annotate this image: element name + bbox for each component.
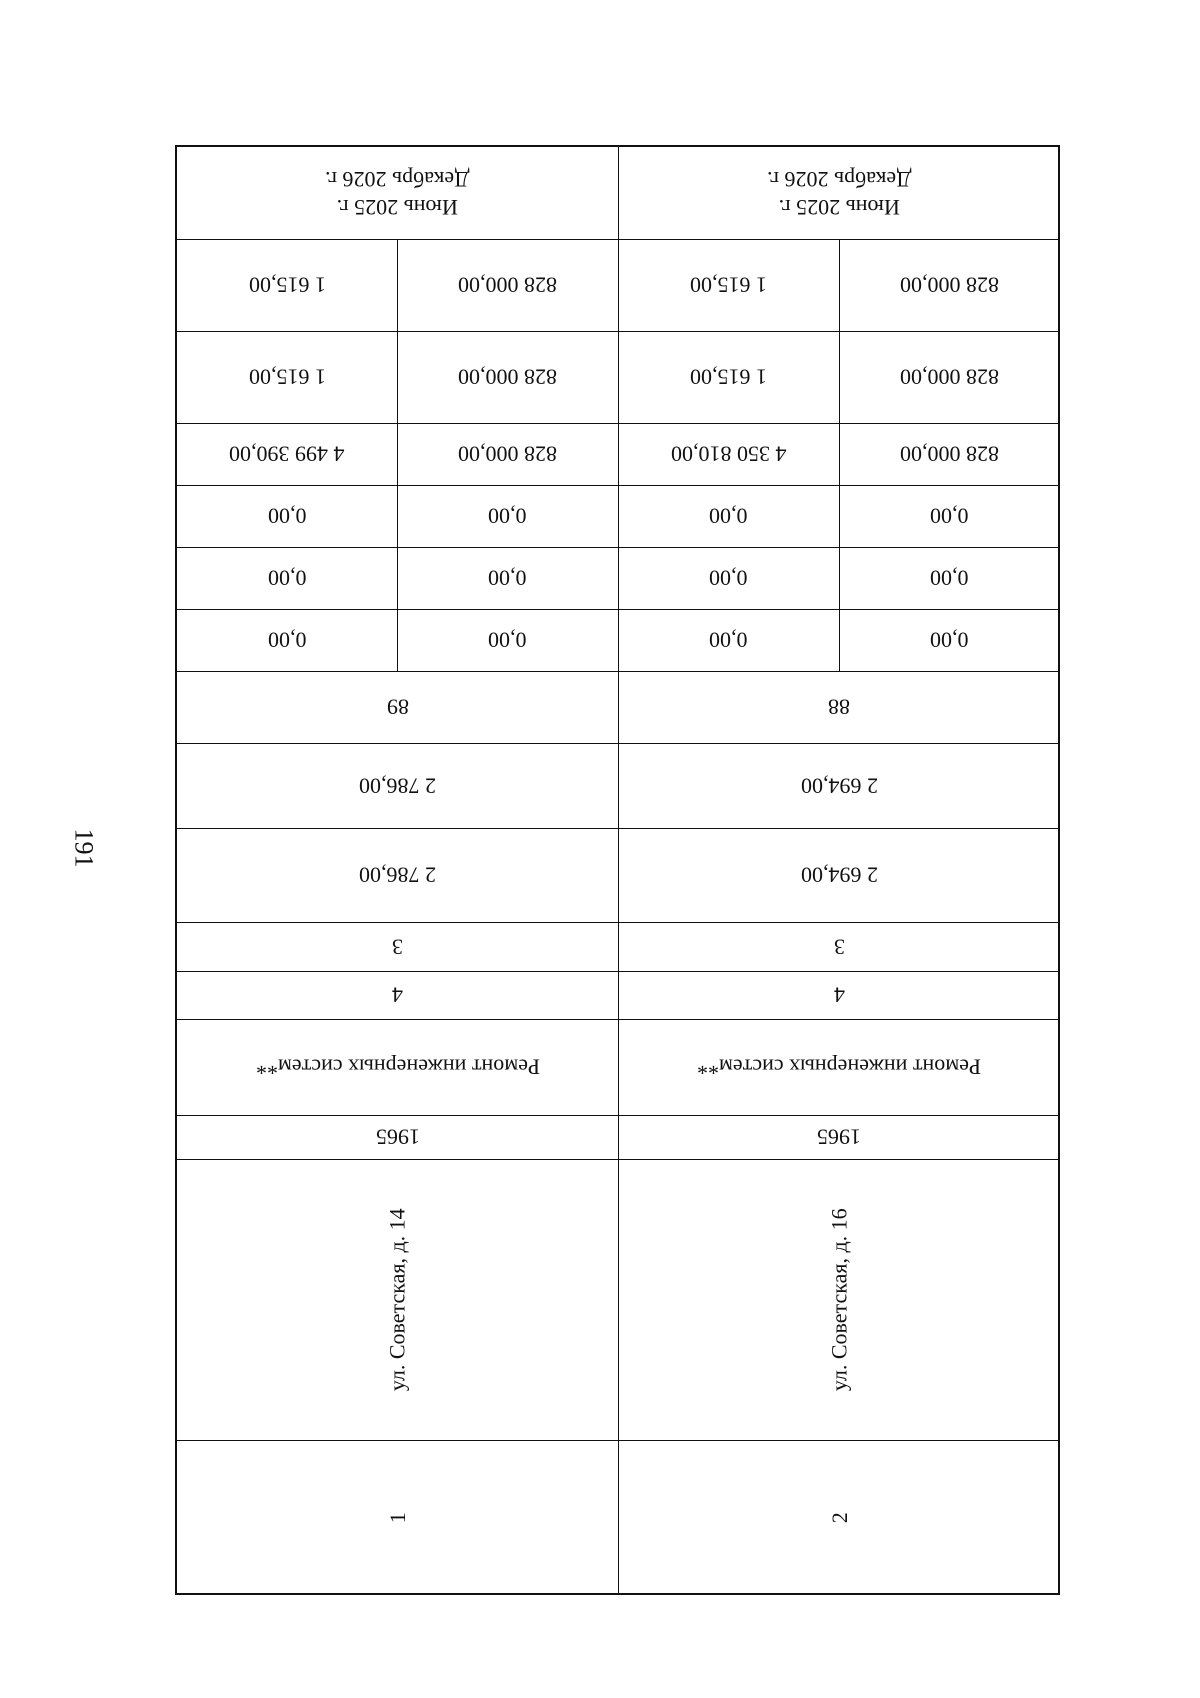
value-cell: 89 bbox=[386, 694, 409, 720]
value-cell: 4 bbox=[833, 982, 845, 1008]
value-cell: 0,00 bbox=[267, 503, 307, 529]
value-cell: 0,00 bbox=[267, 627, 307, 653]
value-cell: 2 786,00 bbox=[359, 773, 436, 799]
value-cell: 0,00 bbox=[488, 565, 527, 591]
value-cell: 0,00 bbox=[267, 565, 307, 591]
page-number: 191 bbox=[69, 828, 99, 868]
value-cell: 0,00 bbox=[488, 627, 527, 653]
address-cell: ул. Советская, д. 16 bbox=[826, 1208, 852, 1391]
year-cell: 1965 bbox=[375, 1124, 420, 1150]
value-cell: 2 786,00 bbox=[359, 862, 436, 888]
value-cell: 2 694,00 bbox=[800, 773, 878, 799]
value-cell: 828 000,00 bbox=[458, 272, 557, 298]
value-cell: 1 615,00 bbox=[690, 364, 767, 390]
value-cell: 0,00 bbox=[709, 503, 748, 529]
value-cell: 0,00 bbox=[930, 627, 969, 653]
value-cell: 3 bbox=[833, 934, 845, 960]
period-end: Декабрь 2026 г. bbox=[325, 167, 470, 192]
period-start: Июнь 2025 г. bbox=[778, 194, 900, 220]
period-cell bbox=[177, 147, 618, 239]
value-cell: 0,00 bbox=[930, 503, 969, 529]
value-cell: 4 499 390,00 bbox=[229, 441, 345, 467]
work-type-cell: Ремонт инженерных систем** bbox=[255, 1054, 540, 1080]
value-cell: 4 bbox=[392, 982, 403, 1008]
value-cell: 1 615,00 bbox=[248, 364, 326, 390]
document-table bbox=[175, 145, 1060, 1595]
value-cell: 1 615,00 bbox=[690, 272, 767, 298]
value-cell: 828 000,00 bbox=[458, 364, 557, 390]
address-cell: ул. Советская, д. 14 bbox=[384, 1208, 410, 1391]
row-number-cell: 2 bbox=[826, 1512, 852, 1523]
value-cell: 0,00 bbox=[709, 627, 748, 653]
row-number-cell: 1 bbox=[384, 1512, 410, 1523]
value-cell: 828 000,00 bbox=[900, 441, 999, 467]
value-cell: 0,00 bbox=[930, 565, 969, 591]
value-cell: 0,00 bbox=[709, 565, 748, 591]
period-cell bbox=[618, 147, 1060, 239]
value-cell: 0,00 bbox=[488, 503, 527, 529]
value-cell: 828 000,00 bbox=[458, 441, 557, 467]
value-cell: 828 000,00 bbox=[900, 364, 999, 390]
year-cell: 1965 bbox=[817, 1124, 861, 1150]
value-cell: 1 615,00 bbox=[248, 272, 326, 298]
work-type-cell: Ремонт инженерных систем** bbox=[697, 1054, 981, 1080]
value-cell: 88 bbox=[828, 694, 850, 720]
value-cell: 4 350 810,00 bbox=[670, 441, 787, 467]
value-cell: 828 000,00 bbox=[900, 272, 999, 298]
period-start: Июнь 2025 г. bbox=[336, 194, 459, 220]
value-cell: 3 bbox=[392, 934, 403, 960]
period-end: Декабрь 2026 г. bbox=[766, 167, 912, 192]
value-cell: 2 694,00 bbox=[800, 862, 878, 888]
